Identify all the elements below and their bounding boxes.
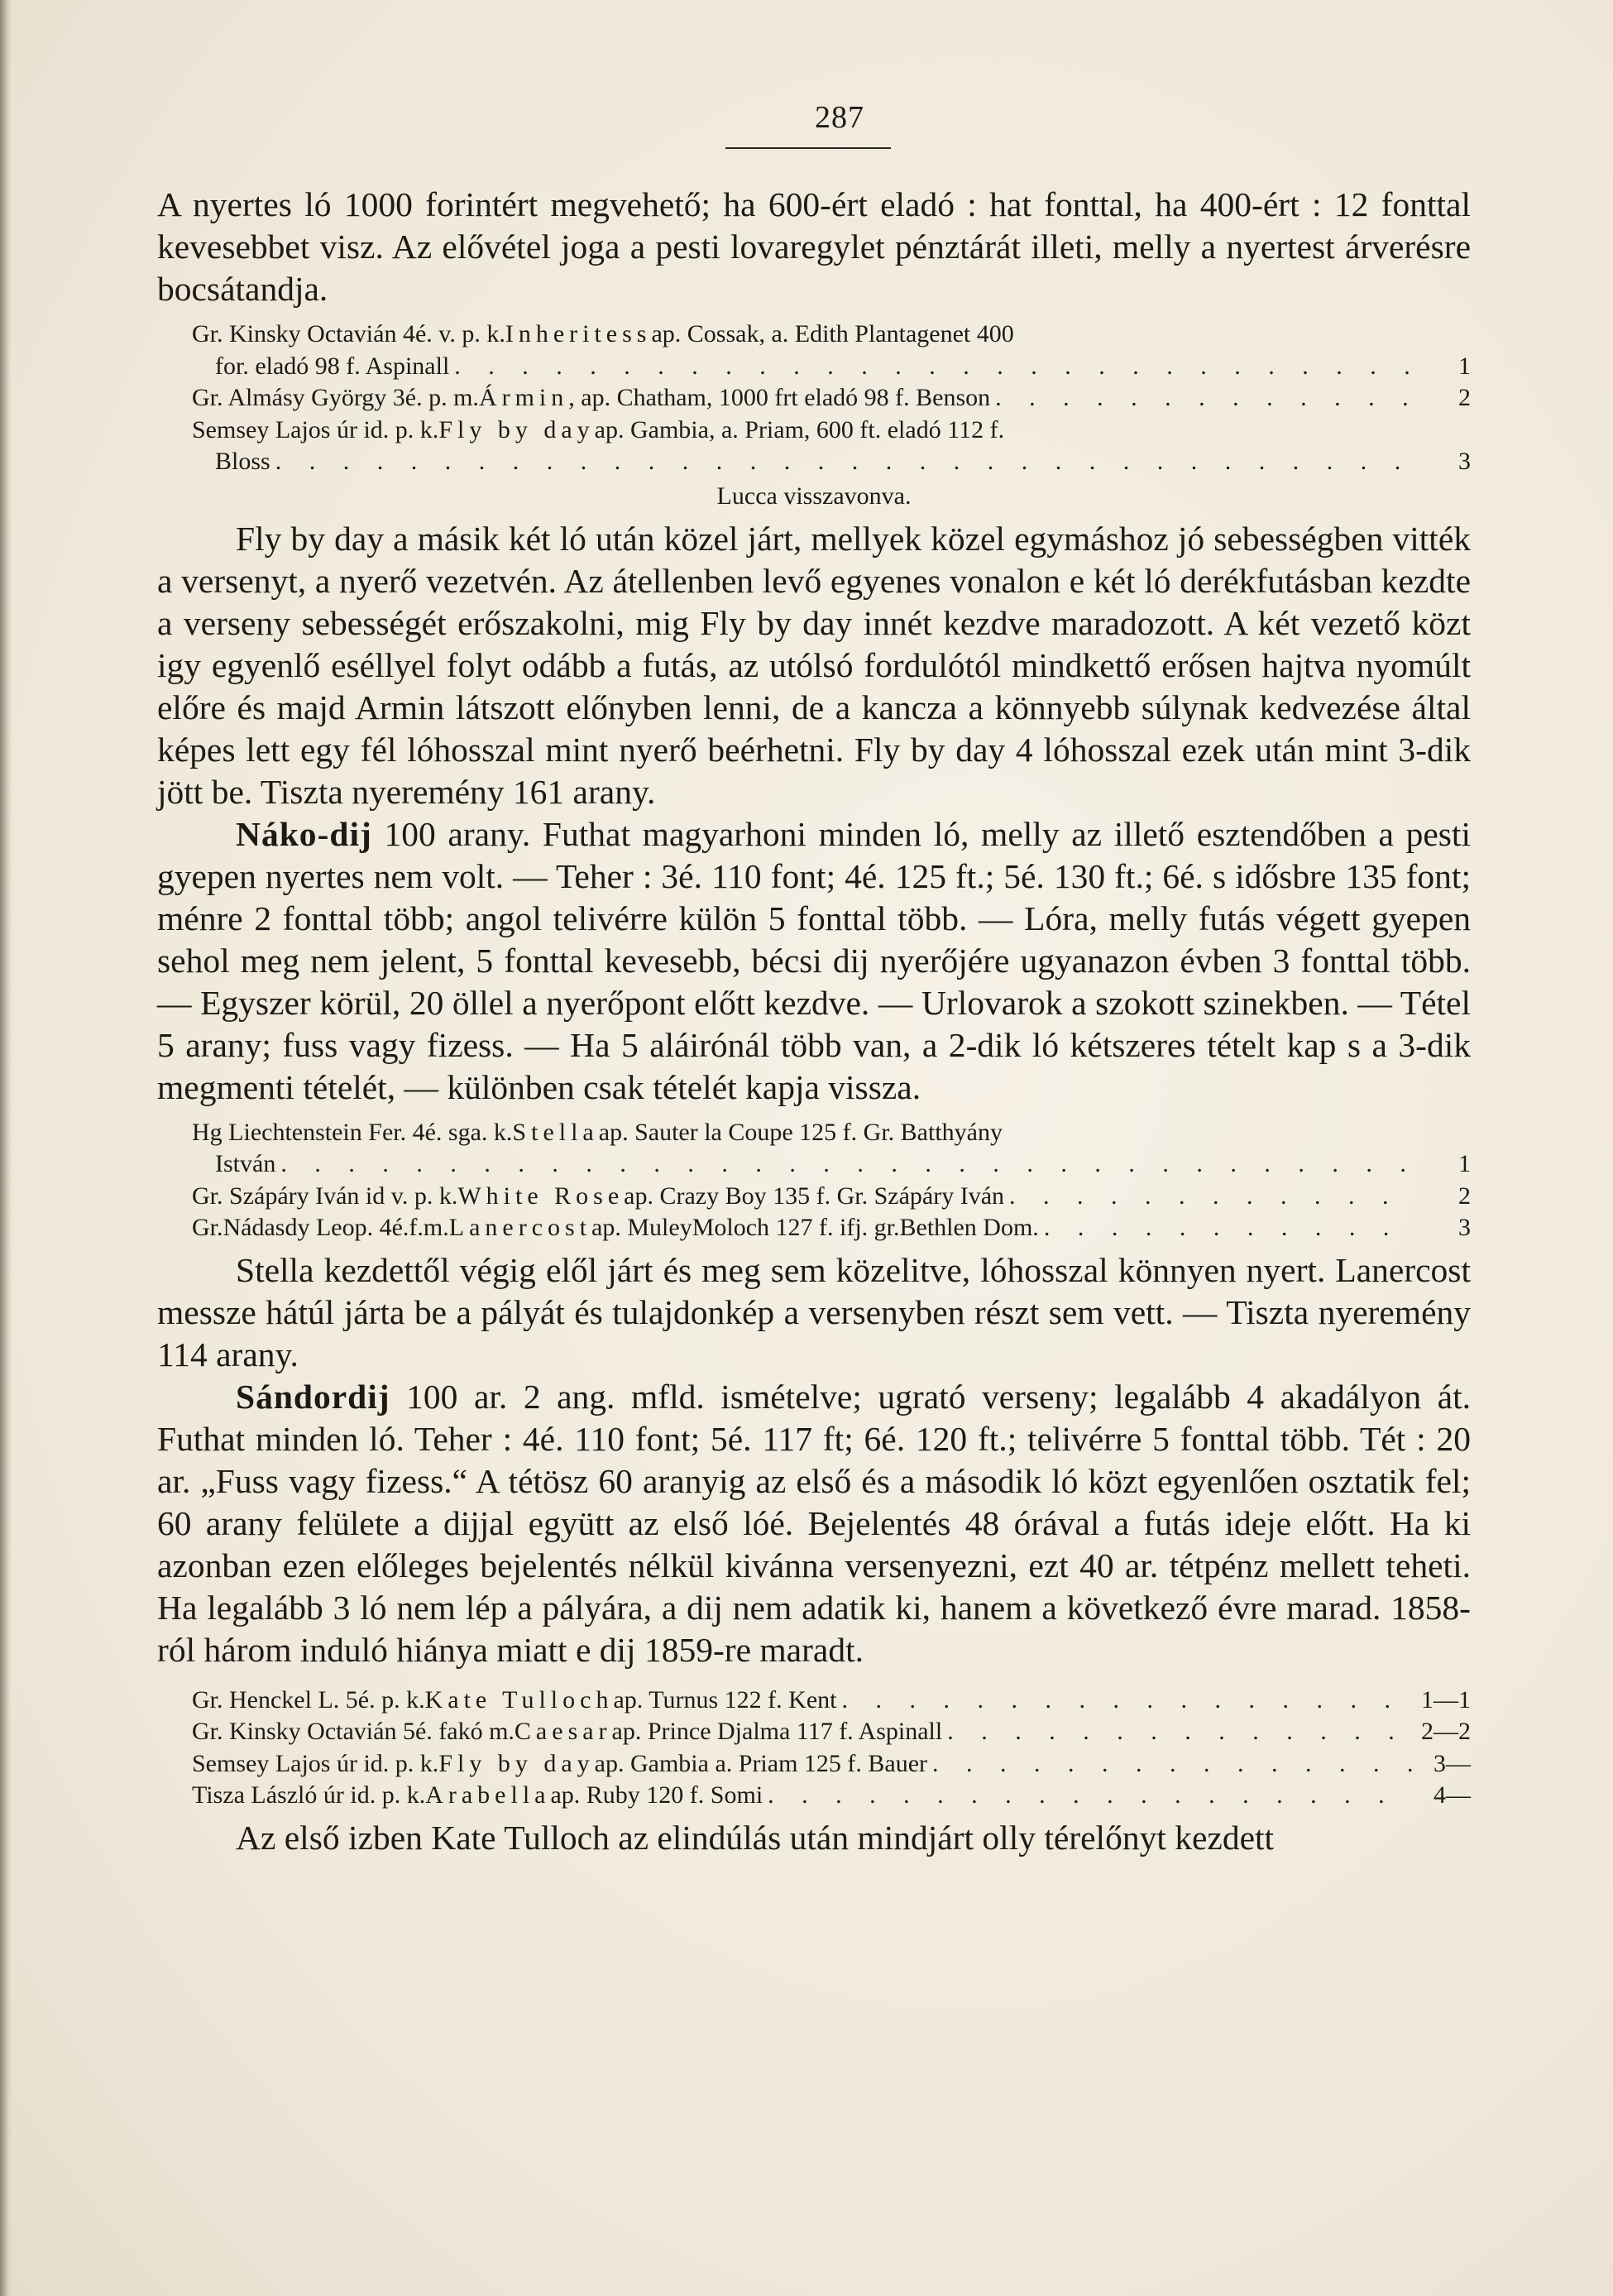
race3-entry-2-details: ap. Prince Djalma 117 f. Aspinall <box>611 1718 943 1745</box>
race3-entry-4-details: ap. Ruby 120 f. Somi <box>550 1781 763 1809</box>
race3-entry-2-owner: Gr. Kinsky Octavián 5é. fakó m. <box>192 1718 515 1745</box>
race3-entry-1-place: 1—1 <box>1421 1685 1471 1714</box>
race2-results <box>157 1117 1471 1244</box>
race2-entry-3-owner: Gr.Nádasdy Leop. 4é.f.m. <box>192 1214 449 1241</box>
dot-leader <box>270 446 1413 478</box>
page-content <box>157 184 1471 1859</box>
race1-entry-1-details: ap. Cossak, a. Edith Plantagenet 400 <box>651 320 1014 348</box>
dot-leader <box>275 1148 1413 1181</box>
dot-leader <box>763 1780 1413 1812</box>
race3-entry-4-horse: Arabella <box>425 1781 551 1809</box>
race1-entry-1-jockey: for. eladó 98 f. Aspinall <box>215 352 450 380</box>
dot-leader <box>990 382 1413 415</box>
book-binding-edge <box>0 0 12 2296</box>
race2-entry-2-owner: Gr. Szápáry Iván id v. p. k. <box>192 1182 458 1210</box>
race3-entry-4-place: 4— <box>1434 1781 1471 1809</box>
sandordij-text: 100 ar. 2 ang. mfld. ismételve; ugrató verseny; legalább 4 akadályon át. Futhat minden ló. Teher : 4é. 110 font; 5é. 117 ft; 6é. 120 ft.; telivérre 5 fonttal több. Tét : 20 ar. „Fuss vagy fizess.“ A tétösz 60 aranyig az első és a második ló közt egyenlően osztatik fel; 60 arany felülete a dijjal együtt az első lóé. Bejelentés 48 órával a futás ideje előtt. Ha ki azonban ezen előleges bejelentés nélkül kivánna versenyezni, ezt 40 ar. tétpénz mellett teheti. Ha legalább 3 ló nem lép a pályára, a dij nem adatik ki, hanem a következő évre marad. 1858-ról három induló hiánya miatt e dij 1859-re maradt. <box>157 1377 1471 1669</box>
race1-entry-2-details: , ap. Chatham, 1000 frt eladó 98 f. Benson <box>568 384 991 411</box>
race1-entry-1-horse: Inheritess <box>505 320 652 348</box>
paragraph-sandordij <box>157 1376 1471 1671</box>
paragraph-race3-report: Az első izben Kate Tulloch az elindúlás után mindjárt olly térelőnyt kezdett <box>236 1818 1275 1857</box>
race1-entry-3b <box>157 446 1471 478</box>
race1-entry-3-owner: Semsey Lajos úr id. p. k. <box>192 415 439 443</box>
race2-entry-1-horse: Stella <box>512 1118 599 1146</box>
page-number: 287 <box>815 100 864 135</box>
race1-entry-3a <box>157 415 1471 447</box>
race3-entry-3-place: 3— <box>1434 1749 1471 1777</box>
race2-entry-2-details: ap. Crazy Boy 135 f. Gr. Szápáry Iván <box>624 1182 1005 1210</box>
race2-entry-1-owner: Hg Liechtenstein Fer. 4é. sga. k. <box>192 1118 513 1146</box>
race3-entry-3-horse: Fly by day <box>438 1749 595 1777</box>
race3-entry-3-owner: Semsey Lajos úr id. p. k. <box>192 1749 439 1777</box>
race1-entry-1b <box>157 351 1471 383</box>
race1-entry-3-horse: Fly by day <box>438 415 595 443</box>
dot-leader <box>927 1748 1413 1781</box>
race2-entry-1a <box>157 1117 1471 1149</box>
dot-leader <box>1004 1181 1413 1213</box>
header-rule <box>725 147 891 149</box>
race1-withdrawal-note: Lucca visszavonva. <box>716 482 912 510</box>
race2-entry-3-place: 3 <box>1458 1214 1471 1241</box>
race1-entry-2-place: 2 <box>1458 384 1471 411</box>
paragraph-race1-report: Fly by day a másik két ló után közel járt, mellyek közel egymáshoz jó sebességben vitték a versenyt, a nyerő vezetvén. Az átellenben levő egyenes vonalon e két ló derékfutásban kezdte a verseny sebességét erőszakolni, mig Fly by day innét kezdve maradozott. A két vezető közt igy egyenlő eséllyel folyt odább a futás, az utólsó fordulótól mindkettő erősen hajtva nyomúlt előre és majd Armin látszott előnyben lenni, de a kancza a könnyebb súlynak kedvezése által képes lett egy fél lóhosszal mint nyerő beérhetni. Fly by day 4 lóhosszal ezek után mint 3-dik jött be. Tiszta nyeremény 161 arany. <box>157 519 1471 811</box>
race3-entry-1-details: ap. Turnus 122 f. Kent <box>613 1685 837 1714</box>
race3-results <box>157 1685 1471 1812</box>
race3-entry-1 <box>157 1685 1471 1717</box>
race2-entry-3 <box>157 1212 1471 1244</box>
race3-entry-4 <box>157 1780 1471 1812</box>
race1-entry-1-place: 1 <box>1458 352 1471 380</box>
dot-leader <box>1039 1212 1413 1244</box>
nako-dij-title: Náko-dij <box>236 814 372 853</box>
dot-leader <box>836 1685 1413 1717</box>
race2-entry-2-place: 2 <box>1458 1182 1471 1210</box>
dot-leader <box>449 351 1413 383</box>
race1-entry-1a <box>157 319 1471 351</box>
race1-entry-2-owner: Gr. Almásy György 3é. p. m. <box>192 384 479 411</box>
paragraph-race2-report: Stella kezdettől végig elől járt és meg sem közelitve, lóhosszal könnyen nyert. Lanercost messze hátúl járta be a pályát és tulajdonkép a versenyben részt sem vett. — Tiszta nyeremény 114 arany. <box>157 1250 1471 1373</box>
race1-entry-1-owner: Gr. Kinsky Octavián 4é. v. p. k. <box>192 320 505 348</box>
race3-entry-3 <box>157 1748 1471 1781</box>
race3-entry-3-details: ap. Gambia a. Priam 125 f. Bauer <box>594 1749 928 1777</box>
race1-entry-3-details: ap. Gambia, a. Priam, 600 ft. eladó 112 f. <box>594 415 1005 443</box>
race2-entry-1-details: ap. Sauter la Coupe 125 f. Gr. Batthyány <box>598 1118 1003 1146</box>
race2-entry-1-continued: István <box>215 1150 276 1177</box>
race2-entry-2-horse: White Rose <box>457 1182 625 1210</box>
race1-results <box>157 319 1471 513</box>
dot-leader <box>942 1716 1413 1748</box>
race3-entry-2 <box>157 1716 1471 1748</box>
race3-entry-2-horse: Caesar <box>514 1718 612 1745</box>
race1-entry-3-place: 3 <box>1458 448 1471 475</box>
race3-entry-2-place: 2—2 <box>1421 1718 1471 1745</box>
race1-entry-2-horse: Ármin <box>478 384 569 411</box>
paragraph-purchase-terms: A nyertes ló 1000 forintért megvehető; ha 600-ért eladó : hat fonttal, ha 400-ért : 12 fonttal kevesebbet visz. Az elővétel joga a pesti lovaregylet pénztárát illeti, melly a nyertest árverésre bocsátandja. <box>157 185 1471 308</box>
race2-entry-1b <box>157 1148 1471 1181</box>
race3-entry-4-owner: Tisza László úr id. p. k. <box>192 1781 426 1809</box>
race1-entry-3-jockey: Bloss <box>215 448 270 475</box>
race1-entry-2 <box>157 382 1471 415</box>
race2-entry-1-place: 1 <box>1458 1150 1471 1177</box>
race3-entry-1-owner: Gr. Henckel L. 5é. p. k. <box>192 1685 425 1714</box>
race2-entry-2 <box>157 1181 1471 1213</box>
nako-dij-text: 100 arany. Futhat magyarhoni minden ló, melly az illető esztendőben a pesti gyepen nyertes nem volt. — Teher : 3é. 110 font; 4é. 125 ft.; 5é. 130 ft.; 6é. s idősbre 135 font; ménre 2 fonttal több; angol telivérre külön 5 fonttal több. — Lóra, melly futás végett gyepen sehol meg nem jelent, 5 fonttal kevesebb, bécsi dij nyerőjére ugyanazon évben 3 fonttal több. — Egyszer körül, 20 öllel a nyerőpont előtt kezdve. — Urlovarok a szokott szinekben. — Tétel 5 arany; fuss vagy fizess. — Ha 5 aláirónál több van, a 2-dik ló kétszeres tételt kap s a 3-dik megmenti tételét, — különben csak tételét kapja vissza. <box>157 814 1471 1106</box>
race2-entry-3-horse: Lanercost <box>448 1214 592 1241</box>
sandordij-title: Sándordij <box>236 1377 390 1416</box>
race2-entry-3-details: ap. MuleyMoloch 127 f. ifj. gr.Bethlen Dom. <box>591 1214 1039 1241</box>
race3-entry-1-horse: Kate Tulloch <box>424 1685 614 1714</box>
paragraph-nako-dij <box>157 813 1471 1109</box>
